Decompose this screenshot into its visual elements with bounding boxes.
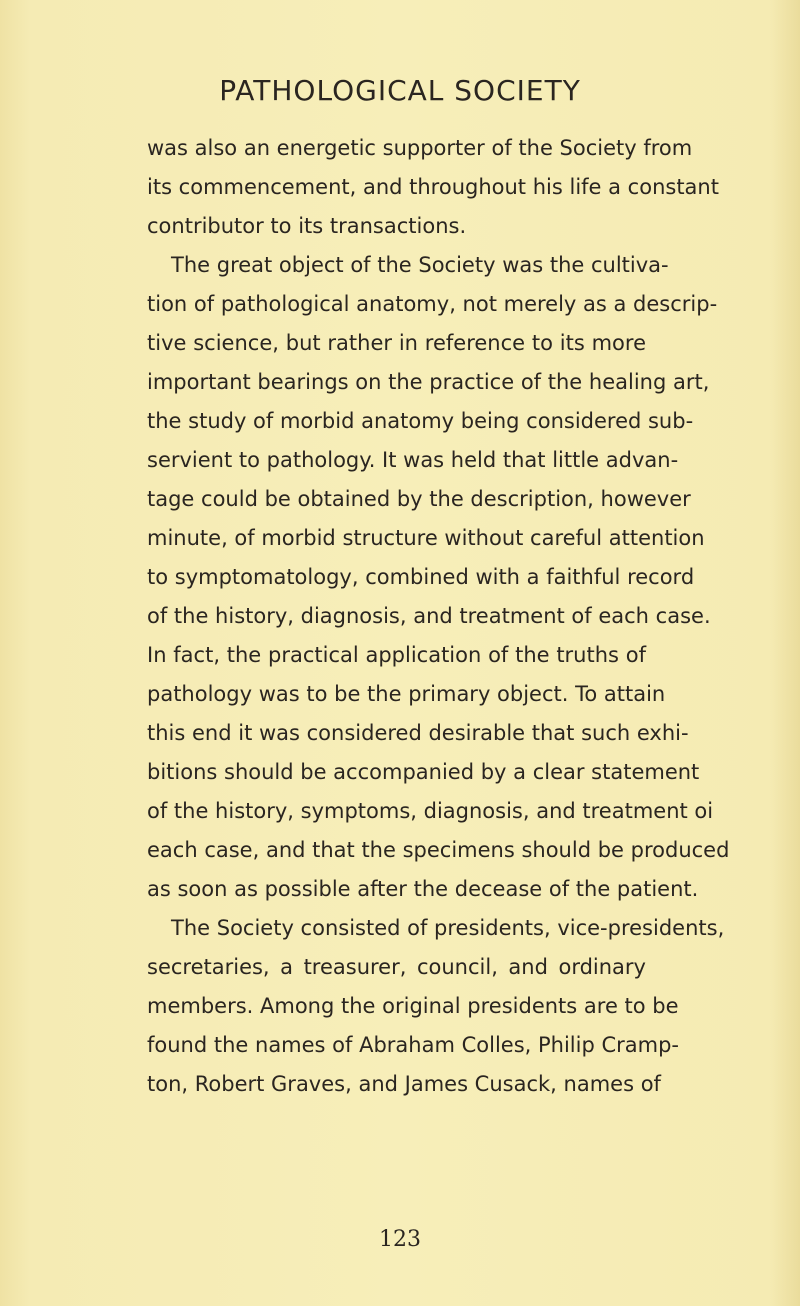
- text-line: secretaries, a treasurer, council, and ordinary: [147, 955, 646, 979]
- text-line: important bearings on the practice of the healing art,: [147, 370, 710, 394]
- text-line: the study of morbid anatomy being considered sub-: [147, 409, 694, 433]
- text-line: each case, and that the specimens should be produced: [147, 838, 730, 862]
- text-line: of the history, symptoms, diagnosis, and treatment oi: [147, 799, 714, 823]
- text-line: bitions should be accompanied by a clear statement: [147, 760, 700, 784]
- text-line: tage could be obtained by the description, however: [147, 487, 691, 511]
- text-line: was also an energetic supporter of the Society from: [147, 136, 693, 160]
- paragraph-start-line: The great object of the Society was the cultiva-: [171, 253, 669, 277]
- body-text: [147, 129, 730, 1104]
- text-line: this end it was considered desirable that such exhi-: [147, 721, 689, 745]
- text-line: its commencement, and throughout his life a constant: [147, 175, 719, 199]
- text-line: contributor to its transactions.: [147, 214, 467, 238]
- text-line: tion of pathological anatomy, not merely as a descrip-: [147, 292, 718, 316]
- text-line: tive science, but rather in reference to its more: [147, 331, 646, 355]
- running-head: PATHOLOGICAL SOCIETY: [219, 74, 581, 107]
- page-number: 123: [379, 1227, 421, 1252]
- paragraph-start-line: The Society consisted of presidents, vice-presidents,: [171, 916, 725, 940]
- text-line: ton, Robert Graves, and James Cusack, names of: [147, 1072, 661, 1096]
- text-line: of the history, diagnosis, and treatment of each case.: [147, 604, 711, 628]
- text-line: servient to pathology. It was held that little advan-: [147, 448, 679, 472]
- text-line: found the names of Abraham Colles, Philip Cramp-: [147, 1033, 680, 1057]
- text-line: to symptomatology, combined with a faithful record: [147, 565, 695, 589]
- text-line: minute, of morbid structure without careful attention: [147, 526, 705, 550]
- text-line: as soon as possible after the decease of the patient.: [147, 877, 699, 901]
- text-line: In fact, the practical application of the truths of: [147, 643, 646, 667]
- text-line: members. Among the original presidents are to be: [147, 994, 679, 1018]
- text-line: pathology was to be the primary object. To attain: [147, 682, 666, 706]
